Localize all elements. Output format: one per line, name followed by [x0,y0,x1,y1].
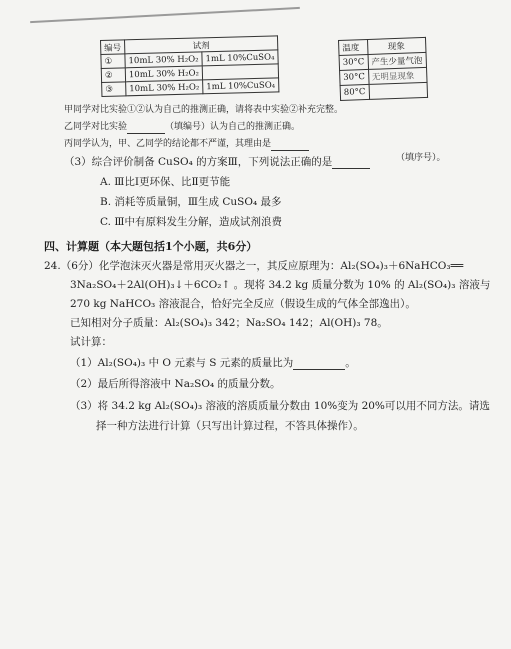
table-cell: 30°C [339,54,368,70]
text-line [64,138,309,151]
table-row [340,82,427,100]
table-cell: 无明显现象 [368,67,427,84]
answer-blank [332,158,370,169]
table-cell: 80°C [340,84,369,100]
text-fragment: （填编号）认为自己的推测正确。 [165,122,301,132]
question-3 [64,156,370,169]
experiment-table [100,35,279,97]
sub-question-1 [70,357,356,370]
table-cell: 温度 [339,39,368,55]
text-line: 已知相对分子质量：Al₂(SO₄)₃ 342；Na₂SO₄ 142；Al(OH)₃ 78。 [70,317,388,329]
table-cell: 10mL 30% H₂O₂ [126,80,203,96]
table-cell: 10mL 30% H₂O₂ [125,66,202,82]
section-title: 四、计算题（本大题包括1个小题，共6分） [44,240,258,253]
scan-artifact-line [30,7,300,23]
option-b: B. 消耗等质量铜，Ⅲ生成 CuSO₄ 最多 [100,196,282,208]
sub-question-2: （2）最后所得溶液中 Na₂SO₄ 的质量分数。 [70,378,281,390]
table-cell: 10mL 30% H₂O₂ [125,52,202,68]
text-fragment: （3）综合评价制备 CuSO₄ 的方案Ⅲ，下列说法正确的是 [64,156,333,168]
table-cell: ① [101,54,125,69]
answer-blank [271,140,309,151]
table-cell: ③ [102,82,126,97]
answer-blank [293,359,345,370]
table-cell: 编号 [101,40,125,55]
text-line: 甲同学对比实验①②认为自己的推测正确，请将表中实验②补充完整。 [64,105,344,115]
text-fragment: 。 [345,357,356,369]
table-cell: 1mL 10%CuSO₄ [202,50,278,66]
table-cell: 现象 [367,37,426,54]
table-cell: 试剂 [125,36,278,54]
table-cell: ② [101,68,125,83]
text-line: 270 kg NaHCO₃ 溶液混合，恰好完全反应（假设生成的气体全部逸出）。 [70,298,416,310]
text-fragment: 丙同学认为，甲、乙同学的结论都不严谨，其理由是 [64,139,272,149]
table-cell [369,82,428,99]
text-line: 择一种方法进行计算（只写出计算过程，不答具体操作）。 [96,420,364,432]
table-cell: 1mL 10%CuSO₄ [203,78,279,94]
text-line: 试计算： [70,336,112,348]
result-table [338,37,428,101]
table-cell: 产生少量气泡 [368,52,427,69]
table-cell: 30°C [340,69,369,85]
text-fragment: 乙同学对比实验 [64,122,128,132]
text-line: （填序号）。 [396,153,446,163]
text-line: 3Na₂SO₄＋2Al(OH)₃↓＋6CO₂↑ 。现将 34.2 kg 质量分数为 10% 的 Al₂(SO₄)₃ 溶液与 [70,279,491,291]
option-c: C. Ⅲ中有原料发生分解，造成试剂浪费 [100,216,282,228]
option-a: A. Ⅲ比Ⅰ更环保、比Ⅱ更节能 [100,176,231,188]
text-line [64,121,300,134]
question-24: 24.（6分）化学泡沫灭火器是常用灭火器之一，其反应原理为：Al₂(SO₄)₃＋6NaHCO₃══ [44,260,464,272]
text-fragment: （1）Al₂(SO₄)₃ 中 O 元素与 S 元素的质量比为 [70,357,294,369]
sub-question-3: （3）将 34.2 kg Al₂(SO₄)₃ 溶液的溶质质量分数由 10%变为 20%可以用不同方法。请选 [70,400,490,412]
answer-blank [127,123,165,134]
